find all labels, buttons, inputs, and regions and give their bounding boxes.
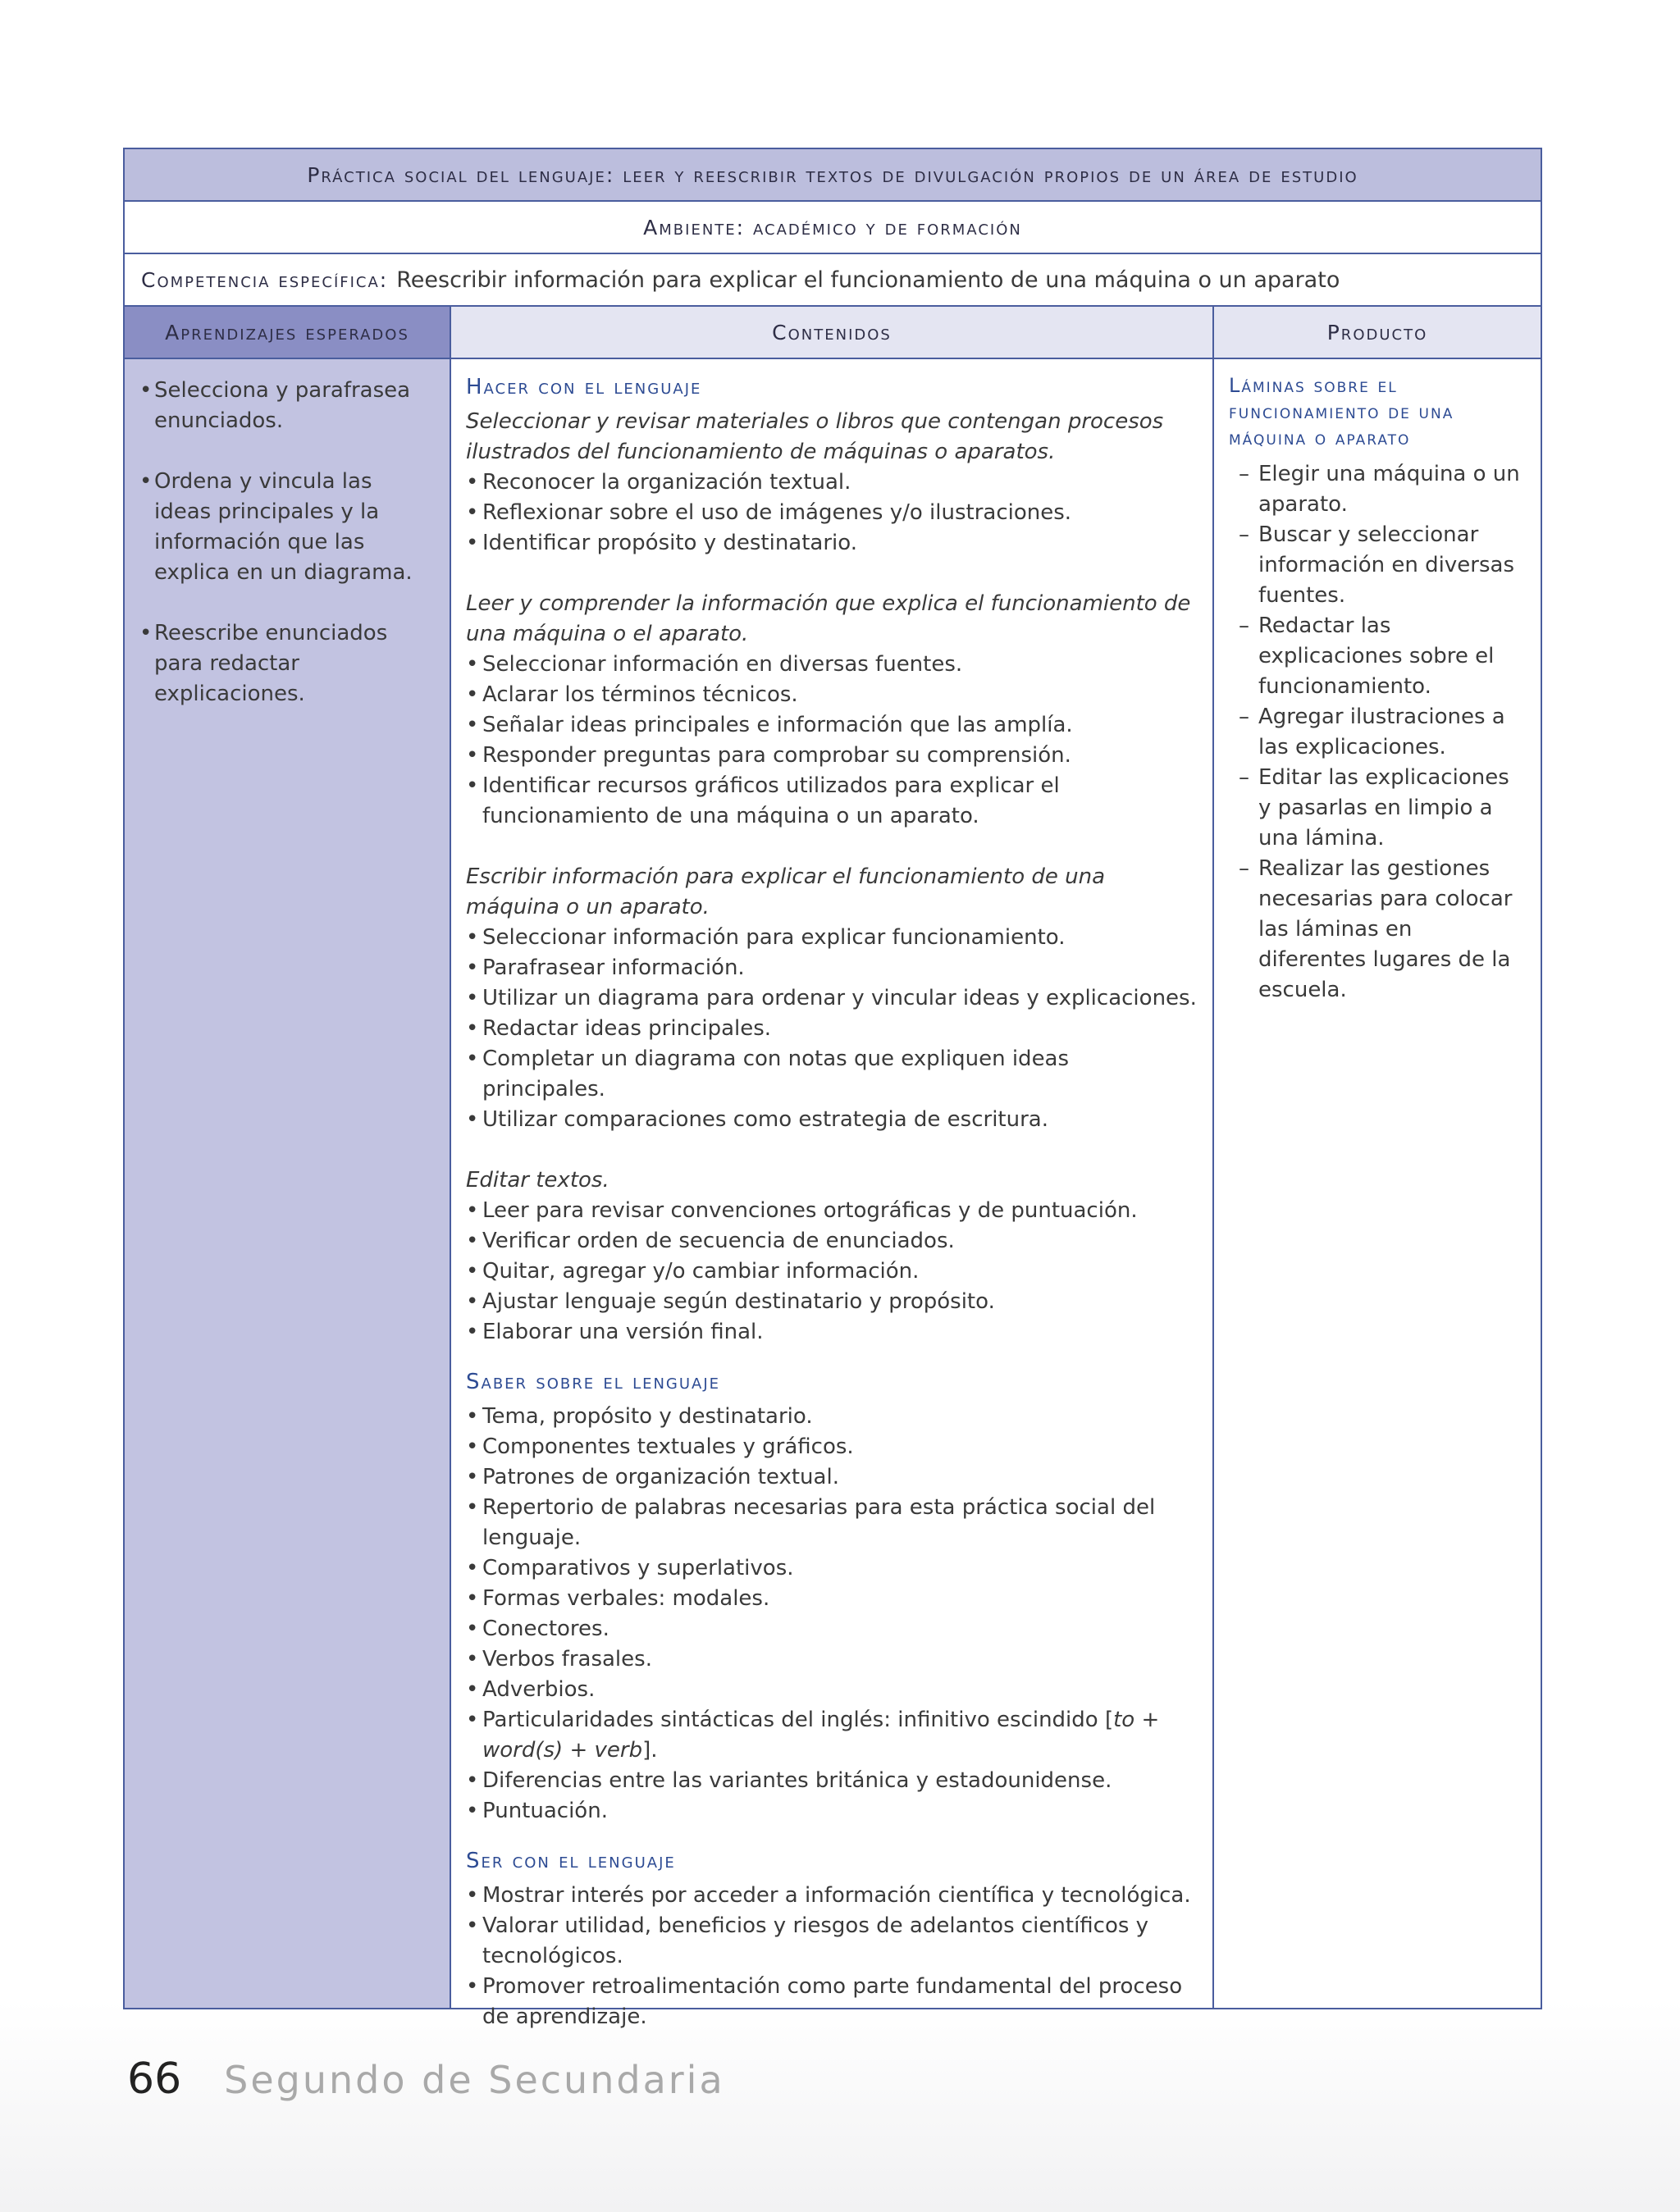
list-item: • Ajustar lenguaje según destinatario y propósito. bbox=[466, 1287, 1198, 1317]
list-item: • Identificar propósito y destinatario. bbox=[466, 528, 1198, 559]
list-item-text: Puntuación. bbox=[482, 1799, 608, 1823]
list-item-text: Identificar recursos gráficos utilizados para explicar el funcionamiento de una máquina o un aparato. bbox=[482, 773, 1060, 828]
producto-item: – Realizar las gestiones necesarias para colocar las láminas en diferentes lugares de la escuela. bbox=[1229, 854, 1526, 1006]
list-item-text: Leer para revisar convenciones ortográficas y de puntuación. bbox=[482, 1198, 1138, 1223]
list-item-text: Ajustar lenguaje según destinatario y propósito. bbox=[482, 1289, 995, 1314]
list-item-text: Reconocer la organización textual. bbox=[482, 470, 851, 495]
list-item-text: Repertorio de palabras necesarias para esta práctica social del lenguaje. bbox=[482, 1495, 1156, 1550]
list-item-text: Completar un diagrama con notas que expliquen ideas principales. bbox=[482, 1047, 1070, 1101]
list-item: • Reflexionar sobre el uso de imágenes y/o ilustraciones. bbox=[466, 498, 1198, 528]
list-item: • Comparativos y superlativos. bbox=[466, 1553, 1198, 1584]
list-item-text: Formas verbales: modales. bbox=[482, 1586, 770, 1611]
competencia-row bbox=[125, 254, 1541, 307]
list-item-text: Promover retroalimentación como parte fundamental del proceso de aprendizaje. bbox=[482, 1974, 1183, 2029]
aprendizajes-column bbox=[125, 359, 451, 2008]
list-item: • Diferencias entre las variantes británica y estadounidense. bbox=[466, 1766, 1198, 1796]
list-item: • Redactar ideas principales. bbox=[466, 1014, 1198, 1044]
list-item-text: Señalar ideas principales e información que las amplía. bbox=[482, 713, 1073, 737]
list-item: • Identificar recursos gráficos utilizados para explicar el funcionamiento de una máquina o un aparato. bbox=[466, 771, 1198, 832]
list-item-text: Valorar utilidad, beneficios y riesgos de adelantos científicos y tecnológicos. bbox=[482, 1913, 1149, 1968]
list-item-text: Reflexionar sobre el uso de imágenes y/o ilustraciones. bbox=[482, 500, 1072, 525]
producto-title: Láminas sobre el funcionamiento de una máquina o aparato bbox=[1229, 374, 1454, 449]
list-item-text: Comparativos y superlativos. bbox=[482, 1556, 794, 1580]
list-item: • Aclarar los términos técnicos. bbox=[466, 680, 1198, 710]
list-item: • Reconocer la organización textual. bbox=[466, 467, 1198, 498]
ambiente-header bbox=[125, 202, 1541, 254]
list-item: • Parafrasear información. bbox=[466, 953, 1198, 983]
column-header-aprendizajes bbox=[125, 307, 451, 358]
list-item: • Utilizar comparaciones como estrategia de escritura. bbox=[466, 1105, 1198, 1135]
list-item-text: Tema, propósito y destinatario. bbox=[482, 1404, 813, 1429]
list-item-text: Elaborar una versión final. bbox=[482, 1320, 764, 1344]
producto-item-text: Realizar las gestiones necesarias para colocar las láminas en diferentes lugares de la escuela. bbox=[1258, 856, 1513, 1002]
section-title-hacer: Hacer con el lenguaje bbox=[466, 375, 702, 399]
column-header-producto-label: Producto bbox=[1326, 320, 1428, 344]
list-item: • Tema, propósito y destinatario. bbox=[466, 1402, 1198, 1432]
producto-item: – Redactar las explicaciones sobre el funcionamiento. bbox=[1229, 611, 1526, 702]
list-item-text: Verbos frasales. bbox=[482, 1647, 652, 1672]
producto-item: – Agregar ilustraciones a las explicaciones. bbox=[1229, 702, 1526, 763]
list-item: • Valorar utilidad, beneficios y riesgos de adelantos científicos y tecnológicos. bbox=[466, 1911, 1198, 1972]
producto-item-text: Elegir una máquina o un aparato. bbox=[1258, 462, 1520, 517]
list-item-text bbox=[482, 1705, 1198, 1766]
footer-label: Segundo de Secundaria bbox=[224, 2058, 725, 2102]
particular-text-italic: to + word(s) + verb bbox=[482, 1708, 1160, 1763]
contenidos-column bbox=[451, 359, 1214, 2029]
competencia-text: Reescribir información para explicar el funcionamiento de una máquina o un aparato bbox=[396, 267, 1340, 293]
producto-item: – Editar las explicaciones y pasarlas en limpio a una lámina. bbox=[1229, 763, 1526, 854]
competencia-label: Competencia específica: bbox=[141, 267, 389, 292]
ambiente-title: Ambiente: académico y de formación bbox=[643, 215, 1022, 239]
list-item-text: Verificar orden de secuencia de enunciados. bbox=[482, 1229, 955, 1253]
page-footer bbox=[127, 2055, 725, 2104]
group-lead: Editar textos. bbox=[466, 1168, 609, 1193]
group-lead: Leer y comprender la información que explica el funcionamiento de una máquina o el aparato. bbox=[466, 591, 1191, 646]
section-title-ser: Ser con el lenguaje bbox=[466, 1849, 676, 1873]
list-item-text: Utilizar un diagrama para ordenar y vincular ideas y explicaciones. bbox=[482, 986, 1197, 1010]
group-lead: Escribir información para explicar el funcionamiento de una máquina o un aparato. bbox=[466, 864, 1106, 919]
list-item: • Señalar ideas principales e información que las amplía. bbox=[466, 710, 1198, 741]
aprendizaje-text: Selecciona y parafrasea enunciados. bbox=[154, 378, 411, 433]
producto-item: – Buscar y seleccionar información en diversas fuentes. bbox=[1229, 520, 1526, 611]
practice-title: Práctica social del lenguaje: leer y reescribir textos de divulgación propios de un área de estudio bbox=[307, 162, 1358, 187]
list-item: • Repertorio de palabras necesarias para esta práctica social del lenguaje. bbox=[466, 1493, 1198, 1553]
aprendizaje-item: • Reescribe enunciados para redactar explicaciones. bbox=[139, 618, 435, 709]
column-header-contenidos-label: Contenidos bbox=[772, 320, 892, 344]
aprendizaje-item: • Selecciona y parafrasea enunciados. bbox=[139, 376, 435, 436]
list-item: • Seleccionar información para explicar funcionamiento. bbox=[466, 923, 1198, 953]
list-item: • Puntuación. bbox=[466, 1796, 1198, 1827]
group-lead: Seleccionar y revisar materiales o libros que contengan procesos ilustrados del funcionamiento de máquinas o aparatos. bbox=[466, 409, 1164, 464]
aprendizaje-text: Ordena y vincula las ideas principales y la información que las explica en un diagrama. bbox=[154, 469, 413, 585]
column-header-producto bbox=[1214, 307, 1541, 358]
column-headers bbox=[125, 307, 1541, 359]
list-item-text: Utilizar comparaciones como estrategia de escritura. bbox=[482, 1107, 1048, 1132]
list-item-text: Conectores. bbox=[482, 1617, 609, 1641]
list-item-text: Adverbios. bbox=[482, 1677, 596, 1702]
producto-column bbox=[1214, 359, 1541, 2008]
list-item: • Quitar, agregar y/o cambiar información. bbox=[466, 1257, 1198, 1287]
list-item: • Utilizar un diagrama para ordenar y vincular ideas y explicaciones. bbox=[466, 983, 1198, 1014]
table-body bbox=[125, 359, 1541, 2029]
column-header-aprendizajes-label: Aprendizajes esperados bbox=[165, 320, 409, 344]
list-item: • Verificar orden de secuencia de enunciados. bbox=[466, 1226, 1198, 1257]
list-item: • Leer para revisar convenciones ortográficas y de puntuación. bbox=[466, 1196, 1198, 1226]
list-item: • Conectores. bbox=[466, 1614, 1198, 1644]
list-item-text: Seleccionar información en diversas fuentes. bbox=[482, 652, 963, 677]
section-title-saber: Saber sobre el lenguaje bbox=[466, 1370, 721, 1394]
list-item-text: Redactar ideas principales. bbox=[482, 1016, 772, 1041]
particular-text-before: Particularidades sintácticas del inglés: infinitivo escindido [ bbox=[482, 1708, 1114, 1732]
list-item-text: Parafrasear información. bbox=[482, 955, 745, 980]
list-item-text: Mostrar interés por acceder a información científica y tecnológica. bbox=[482, 1883, 1191, 1908]
list-item: • Adverbios. bbox=[466, 1675, 1198, 1705]
list-item: • Mostrar interés por acceder a información científica y tecnológica. bbox=[466, 1881, 1198, 1911]
list-item: • Responder preguntas para comprobar su comprensión. bbox=[466, 741, 1198, 771]
list-item: • Verbos frasales. bbox=[466, 1644, 1198, 1675]
list-item-text: Patrones de organización textual. bbox=[482, 1465, 839, 1489]
producto-item-text: Agregar ilustraciones a las explicaciones. bbox=[1258, 705, 1505, 759]
aprendizaje-item: • Ordena y vincula las ideas principales y la información que las explica en un diagrama. bbox=[139, 467, 435, 588]
practice-header bbox=[125, 149, 1541, 202]
list-item: • Particularidades sintácticas del inglés: infinitivo escindido [to + word(s) + verb]. bbox=[466, 1705, 1198, 1766]
aprendizaje-text: Reescribe enunciados para redactar explicaciones. bbox=[154, 621, 388, 706]
list-item-text: Componentes textuales y gráficos. bbox=[482, 1434, 854, 1459]
list-item-text: Responder preguntas para comprobar su comprensión. bbox=[482, 743, 1071, 768]
list-item: • Formas verbales: modales. bbox=[466, 1584, 1198, 1614]
producto-item-text: Editar las explicaciones y pasarlas en limpio a una lámina. bbox=[1258, 765, 1509, 851]
page-bottom-tint bbox=[0, 2001, 1680, 2212]
list-item: • Promover retroalimentación como parte fundamental del proceso de aprendizaje. bbox=[466, 1972, 1198, 2032]
column-header-contenidos bbox=[451, 307, 1214, 358]
list-item-text: Quitar, agregar y/o cambiar información. bbox=[482, 1259, 920, 1284]
list-item: • Completar un diagrama con notas que expliquen ideas principales. bbox=[466, 1044, 1198, 1105]
curriculum-table bbox=[123, 148, 1542, 2029]
list-item-text: Aclarar los términos técnicos. bbox=[482, 682, 798, 707]
list-item: • Patrones de organización textual. bbox=[466, 1462, 1198, 1493]
list-item: • Elaborar una versión final. bbox=[466, 1317, 1198, 1348]
list-item: • Seleccionar información en diversas fuentes. bbox=[466, 650, 1198, 680]
list-item-text: Seleccionar información para explicar funcionamiento. bbox=[482, 925, 1066, 950]
page-number: 66 bbox=[127, 2055, 182, 2104]
list-item-text: Diferencias entre las variantes británica y estadounidense. bbox=[482, 1768, 1112, 1793]
particular-text-after: ]. bbox=[642, 1738, 658, 1763]
producto-item-text: Redactar las explicaciones sobre el funcionamiento. bbox=[1258, 613, 1495, 699]
producto-item: – Elegir una máquina o un aparato. bbox=[1229, 459, 1526, 520]
list-item-text: Identificar propósito y destinatario. bbox=[482, 531, 857, 555]
list-item: • Componentes textuales y gráficos. bbox=[466, 1432, 1198, 1462]
producto-item-text: Buscar y seleccionar información en diversas fuentes. bbox=[1258, 522, 1514, 608]
